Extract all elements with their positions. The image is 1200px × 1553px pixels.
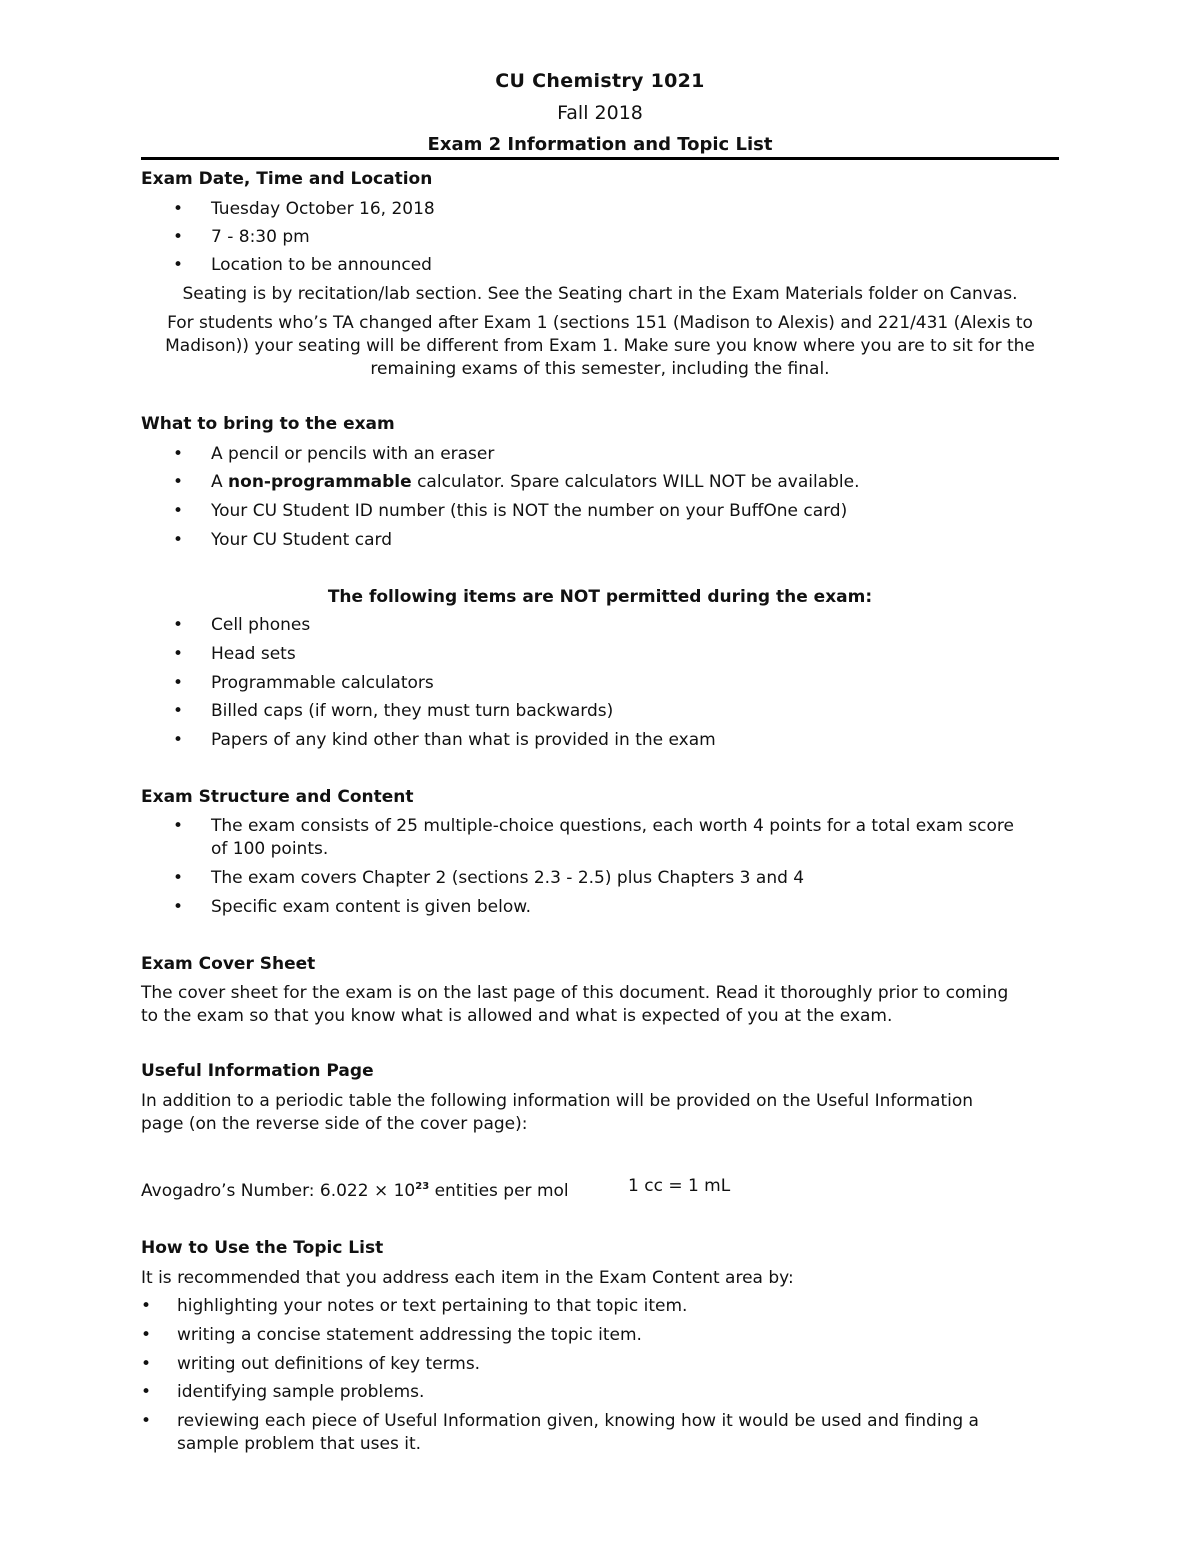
useful-info-heading: Useful Information Page xyxy=(141,1061,374,1081)
bullet-icon: • xyxy=(173,897,184,917)
title-divider xyxy=(141,157,1059,160)
seating-note: Seating is by recitation/lab section. See the Seating chart in the Exam Materials folder on Canvas. xyxy=(182,284,1018,304)
useful-info-text: In addition to a periodic table the following information will be provided on the Useful Information xyxy=(141,1091,974,1111)
topic-list-heading: How to Use the Topic List xyxy=(141,1238,384,1258)
bullet-icon: • xyxy=(141,1296,152,1316)
bullet-icon: • xyxy=(173,227,184,247)
bullet-icon: • xyxy=(173,701,184,721)
bullet-icon: • xyxy=(141,1354,152,1374)
bullet-icon: • xyxy=(173,868,184,888)
bullet-icon: • xyxy=(173,673,184,693)
ta-note-line: Madison)) your seating will be different from Exam 1. Make sure you know where you are to sit for the xyxy=(165,336,1035,356)
bullet-icon: • xyxy=(141,1411,152,1431)
topic-list-intro: It is recommended that you address each item in the Exam Content area by: xyxy=(141,1268,794,1288)
document-title: Exam 2 Information and Topic List xyxy=(427,134,773,155)
cover-sheet-heading: Exam Cover Sheet xyxy=(141,954,316,974)
bullet-icon: • xyxy=(141,1325,152,1345)
bullet-icon: • xyxy=(173,199,184,219)
volume-conversion: 1 cc = 1 mL xyxy=(628,1176,731,1196)
bullet-icon: • xyxy=(173,730,184,750)
bring-section-heading: What to bring to the exam xyxy=(141,414,395,434)
bullet-icon: • xyxy=(173,501,184,521)
cover-sheet-text: The cover sheet for the exam is on the last page of this document. Read it thoroughly prior to coming xyxy=(141,983,1009,1003)
bullet-icon: • xyxy=(173,444,184,464)
bullet-icon: • xyxy=(173,472,184,492)
bullet-icon: • xyxy=(141,1382,152,1402)
structure-section-heading: Exam Structure and Content xyxy=(141,787,414,807)
date-section-heading: Exam Date, Time and Location xyxy=(141,169,433,189)
not-permitted-heading: The following items are NOT permitted during the exam: xyxy=(327,587,873,607)
useful-info-text: page (on the reverse side of the cover page): xyxy=(141,1114,528,1134)
avogadro-constant: Avogadro’s Number: $6.022 \times 10^{23}$ entities per mol xyxy=(141,1181,569,1201)
ta-note-line: For students who’s TA changed after Exam 1 (sections 151 (Madison to Alexis) and 221/431 (Alexis to xyxy=(167,313,1033,333)
bullet-icon: • xyxy=(173,530,184,550)
bullet-icon: • xyxy=(173,255,184,275)
bullet-icon: • xyxy=(173,644,184,664)
bullet-icon: • xyxy=(173,816,184,836)
term-label: Fall 2018 xyxy=(557,102,643,124)
ta-note-line: remaining exams of this semester, including the final. xyxy=(370,359,830,379)
emphasis-text: non-programmable xyxy=(228,472,412,492)
course-title: CU Chemistry 1021 xyxy=(495,70,705,92)
cover-sheet-text: to the exam so that you know what is allowed and what is expected of you at the exam. xyxy=(141,1006,893,1026)
bullet-icon: • xyxy=(173,615,184,635)
